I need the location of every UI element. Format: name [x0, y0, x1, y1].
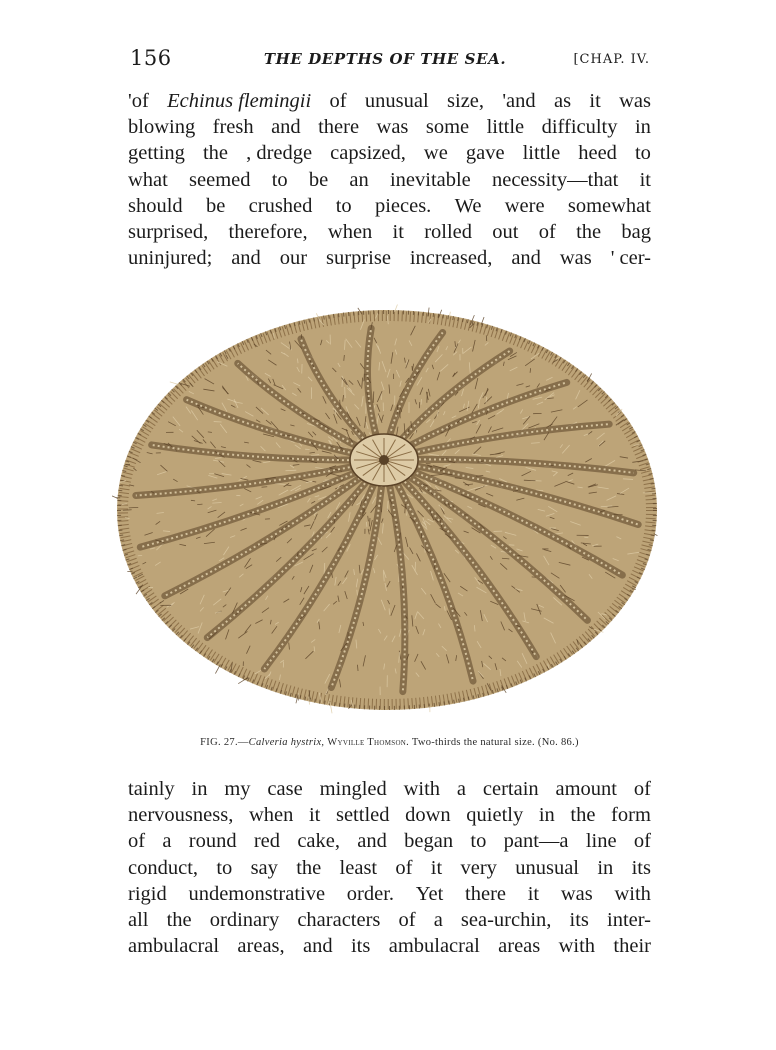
spine-mark: [530, 368, 531, 373]
word: was: [619, 90, 651, 112]
word: settled: [335, 804, 390, 827]
caption-label: FIG. 27.—: [200, 737, 249, 748]
word: getting: [128, 142, 185, 165]
word: their: [613, 935, 651, 958]
word: little: [486, 116, 525, 139]
word: undemonstrative: [188, 882, 326, 905]
word: with: [558, 935, 596, 958]
word: an: [349, 168, 369, 191]
text-line: [128, 907, 651, 933]
word: nervousness,: [128, 804, 234, 827]
word: to: [634, 142, 651, 165]
word: Yet: [415, 882, 444, 905]
word: amount: [555, 778, 618, 800]
word: very: [460, 856, 497, 879]
word: it: [527, 882, 540, 905]
word: size,: [447, 90, 485, 112]
word: order.: [346, 882, 395, 905]
word: sea-urchin,: [460, 908, 552, 931]
spine-mark: [344, 355, 345, 361]
word: ambulacral: [128, 935, 220, 958]
word: red: [253, 830, 281, 853]
word: all: [128, 908, 149, 931]
spine-mark: [191, 500, 195, 501]
word: as: [553, 90, 572, 112]
word: surprised,: [128, 220, 209, 243]
word: increased,: [409, 247, 493, 270]
word: it: [308, 804, 321, 827]
spine-mark: [285, 470, 296, 471]
word: ordinary: [209, 908, 280, 931]
text-line: [128, 167, 651, 193]
word: certain: [482, 778, 539, 800]
word: was: [376, 116, 409, 139]
word: with: [614, 882, 651, 905]
word: uninjured;: [128, 247, 213, 270]
word: the: [166, 908, 192, 931]
word: of: [395, 856, 413, 879]
text-line: [128, 245, 651, 271]
word: heed: [578, 142, 617, 165]
word: quietly: [466, 804, 524, 827]
chapter-label: [CHAP. IV.: [573, 52, 650, 67]
text-line: [128, 881, 651, 907]
word: We: [454, 194, 482, 217]
word: when: [248, 804, 294, 827]
word: in: [538, 804, 555, 827]
word: mingled: [319, 778, 387, 800]
word: its: [569, 908, 589, 931]
spine-mark: [112, 496, 118, 499]
word: of: [633, 830, 651, 853]
word: there: [318, 116, 360, 139]
text-line: [128, 802, 651, 828]
spine-mark: [524, 480, 536, 481]
word: therefore,: [228, 220, 308, 243]
word: inevitable: [389, 168, 471, 191]
word: was: [559, 247, 592, 270]
word: areas,: [237, 935, 285, 958]
word: blowing: [128, 116, 196, 139]
word: and: [357, 830, 387, 853]
word: it: [589, 90, 601, 112]
word: our: [279, 247, 308, 270]
word: in: [191, 778, 208, 800]
word: of: [329, 90, 347, 112]
word: seemed: [189, 168, 251, 191]
word: , dredge: [246, 142, 313, 165]
text-line: [128, 114, 651, 140]
text-line: [128, 193, 651, 219]
text-line: [128, 776, 651, 802]
word: Echinus flemingii: [167, 90, 312, 112]
word: conduct,: [128, 856, 199, 879]
text-line: [128, 88, 651, 114]
word: began: [404, 830, 454, 853]
word: characters: [297, 908, 381, 931]
word: surprise: [326, 247, 391, 270]
word: be: [205, 194, 226, 217]
page-number: 156: [130, 46, 172, 70]
text-line: [128, 219, 651, 245]
text-line: [128, 855, 651, 881]
word: to: [335, 194, 352, 217]
word: the: [570, 804, 596, 827]
word: there: [465, 882, 507, 905]
word: difficulty: [541, 116, 618, 139]
word: should: [128, 194, 183, 217]
caption-number: (No. 86.): [537, 737, 579, 748]
apical-center: [379, 455, 389, 465]
word: a: [456, 778, 467, 800]
spine-mark: [197, 504, 202, 505]
word: case: [267, 778, 303, 800]
word: ' cer-: [610, 247, 651, 270]
word: capsized,: [330, 142, 406, 165]
word: to: [271, 168, 288, 191]
sea-urchin-illustration: [112, 295, 662, 730]
word: rolled: [424, 220, 473, 243]
word: in: [597, 856, 614, 879]
figure-caption: [128, 737, 651, 748]
word: down: [405, 804, 451, 827]
word: of: [633, 778, 651, 800]
page-header: [130, 46, 650, 76]
word: the: [202, 142, 229, 165]
word: cake,: [297, 830, 340, 853]
word: were: [504, 194, 545, 217]
word: 'and: [502, 90, 536, 112]
text-line: [128, 140, 651, 166]
word: the: [576, 220, 602, 243]
word: say: [250, 856, 278, 879]
word: was: [560, 882, 593, 905]
word: to: [216, 856, 233, 879]
word: a: [162, 830, 172, 853]
word: what: [128, 168, 168, 191]
word: of: [128, 830, 146, 853]
word: it: [639, 168, 651, 191]
word: gave: [465, 142, 505, 165]
word: be: [308, 168, 329, 191]
spine-mark: [357, 665, 358, 671]
text-line: [128, 828, 651, 854]
word: and: [231, 247, 261, 270]
word: the: [296, 856, 322, 879]
word: 'of: [128, 90, 149, 112]
word: its: [350, 935, 371, 958]
word: bag: [621, 220, 651, 243]
word: little: [522, 142, 561, 165]
word: out: [492, 220, 519, 243]
spine-mark: [208, 432, 212, 433]
word: and: [271, 116, 301, 139]
running-title: THE DEPTHS OF THE SEA.: [263, 50, 507, 68]
spine-mark: [366, 522, 367, 527]
word: we: [423, 142, 448, 165]
caption-author: Wyville Thomson.: [327, 737, 410, 748]
spine-mark: [138, 555, 142, 556]
word: round: [188, 830, 237, 853]
word: of: [398, 908, 416, 931]
word: rigid: [128, 882, 167, 905]
word: line: [585, 830, 617, 853]
word: unusual: [515, 856, 580, 879]
spine-mark: [129, 507, 138, 508]
word: it: [392, 220, 404, 243]
word: and: [511, 247, 541, 270]
word: least: [339, 856, 378, 879]
word: crushed: [248, 194, 313, 217]
word: fresh: [212, 116, 254, 139]
caption-species: Calveria hystrix,: [248, 737, 325, 748]
figure-sea-urchin: [112, 295, 662, 730]
word: it: [430, 856, 443, 879]
word: tainly: [128, 778, 175, 800]
word: areas: [498, 935, 541, 958]
word: when: [327, 220, 373, 243]
text-line: [128, 933, 651, 959]
spine-mark: [373, 391, 374, 402]
paragraph-bottom: [128, 776, 651, 959]
word: my: [224, 778, 251, 800]
word: to: [470, 830, 487, 853]
word: inter-: [607, 908, 651, 931]
word: some: [425, 116, 470, 139]
word: a: [433, 908, 443, 931]
word: ambulacral: [388, 935, 480, 958]
paragraph-top: [128, 88, 651, 271]
word: unusual: [364, 90, 429, 112]
word: form: [611, 804, 651, 827]
word: of: [538, 220, 556, 243]
word: somewhat: [567, 194, 651, 217]
word: in: [634, 116, 651, 139]
word: its: [631, 856, 651, 879]
word: pant—a: [503, 830, 569, 853]
word: with: [403, 778, 441, 800]
word: and: [303, 935, 333, 958]
spine-mark: [170, 382, 178, 384]
caption-size: Two-thirds the natural size.: [411, 737, 535, 748]
word: necessity—that: [491, 168, 619, 191]
word: pieces.: [374, 194, 432, 217]
